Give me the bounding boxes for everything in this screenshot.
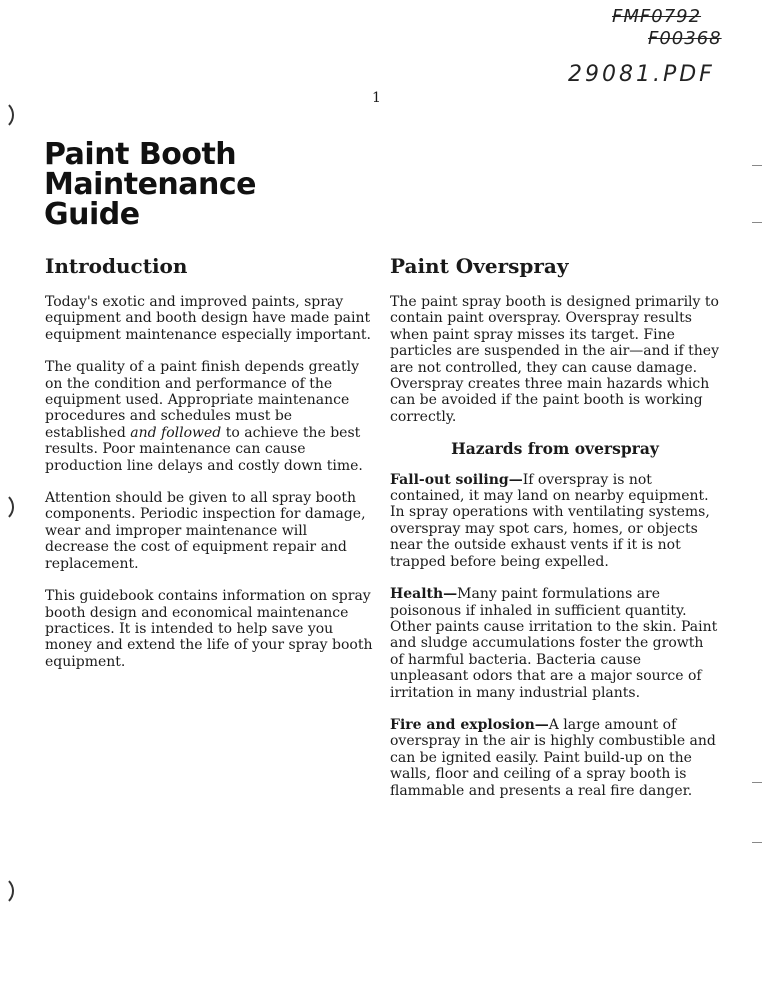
title-line: Maintenance bbox=[44, 167, 257, 202]
edge-mark bbox=[752, 165, 762, 166]
hazard-item bbox=[390, 586, 720, 701]
intro-p2-emphasis: and followed bbox=[130, 424, 222, 441]
introduction-column bbox=[45, 254, 375, 686]
binder-hole-mark bbox=[0, 100, 14, 130]
intro-paragraph-4: This guidebook contains information on spray booth design and economical maintenance practices. It is intended to help save you money and extend the life of your spray booth equipment. bbox=[45, 588, 373, 670]
binder-hole-mark bbox=[0, 492, 14, 522]
hazard-term: Fall-out soiling— bbox=[390, 471, 523, 488]
intro-paragraph-2 bbox=[45, 359, 375, 474]
hazard-item bbox=[390, 717, 720, 799]
hazard-text: A large amount of overspray in the air is highly combustible and can be ignited easily. Paint build-up on the walls, floor and ceiling of a spray booth is flammable and presents a real fire danger. bbox=[390, 716, 716, 799]
edge-mark bbox=[752, 222, 762, 223]
hazard-term: Fire and explosion— bbox=[390, 716, 549, 733]
handwritten-code-struck-2: F00368 bbox=[648, 28, 722, 49]
handwritten-file-name: 29081.PDF bbox=[568, 62, 715, 87]
hazard-item bbox=[390, 472, 720, 570]
intro-p2-text: The quality of a paint finish depends greatly on the condition and performance of the equipment used. Appropriate maintenance procedures and schedules must be established bbox=[45, 359, 359, 441]
page-number: 1 bbox=[372, 90, 381, 106]
page-title bbox=[44, 137, 257, 232]
edge-mark bbox=[752, 782, 762, 783]
handwritten-code-struck: FMF0792 bbox=[612, 6, 702, 27]
overspray-column bbox=[390, 254, 720, 815]
introduction-heading: Introduction bbox=[45, 254, 188, 278]
intro-p2-text-end: to achieve the best results. Poor maintenance can cause production line delays and costly down time. bbox=[45, 424, 363, 474]
hazard-text: If overspray is not contained, it may land on nearby equipment. In spray operations with ventilating systems, overspray may spot cars, homes, or objects near the outside exhaust vents if it is not trapped before being expelled. bbox=[390, 471, 710, 570]
binder-hole-mark bbox=[0, 876, 14, 906]
hazard-term: Health— bbox=[390, 586, 458, 603]
title-line: Paint Booth bbox=[44, 137, 237, 172]
hazard-text: Many paint formulations are poisonous if inhaled in sufficient quantity. Other paints cause irritation to the skin. Paint and sludge accumulations foster the growth of harmful bacteria. Bacteria cause unpleasant odors that are a major source of irritation in many industrial plants. bbox=[390, 586, 718, 701]
overspray-heading: Paint Overspray bbox=[390, 254, 569, 278]
edge-mark bbox=[752, 842, 762, 843]
intro-paragraph-3: Attention should be given to all spray booth components. Periodic inspection for damage, wear and improper maintenance will decrease the cost of equipment repair and replacement. bbox=[45, 490, 366, 572]
title-line: Guide bbox=[44, 197, 140, 232]
hazards-subheading: Hazards from overspray bbox=[451, 439, 659, 459]
intro-paragraph-1: Today's exotic and improved paints, spray equipment and booth design have made paint equipment maintenance especially important. bbox=[45, 294, 371, 343]
overspray-paragraph: The paint spray booth is designed primarily to contain paint overspray. Overspray results when paint spray misses its target. Fine particles are suspended in the air—and if they are not controlled, they can cause damage. Overspray creates three main hazards which can be avoided if the paint booth is working correctly. bbox=[390, 294, 719, 425]
